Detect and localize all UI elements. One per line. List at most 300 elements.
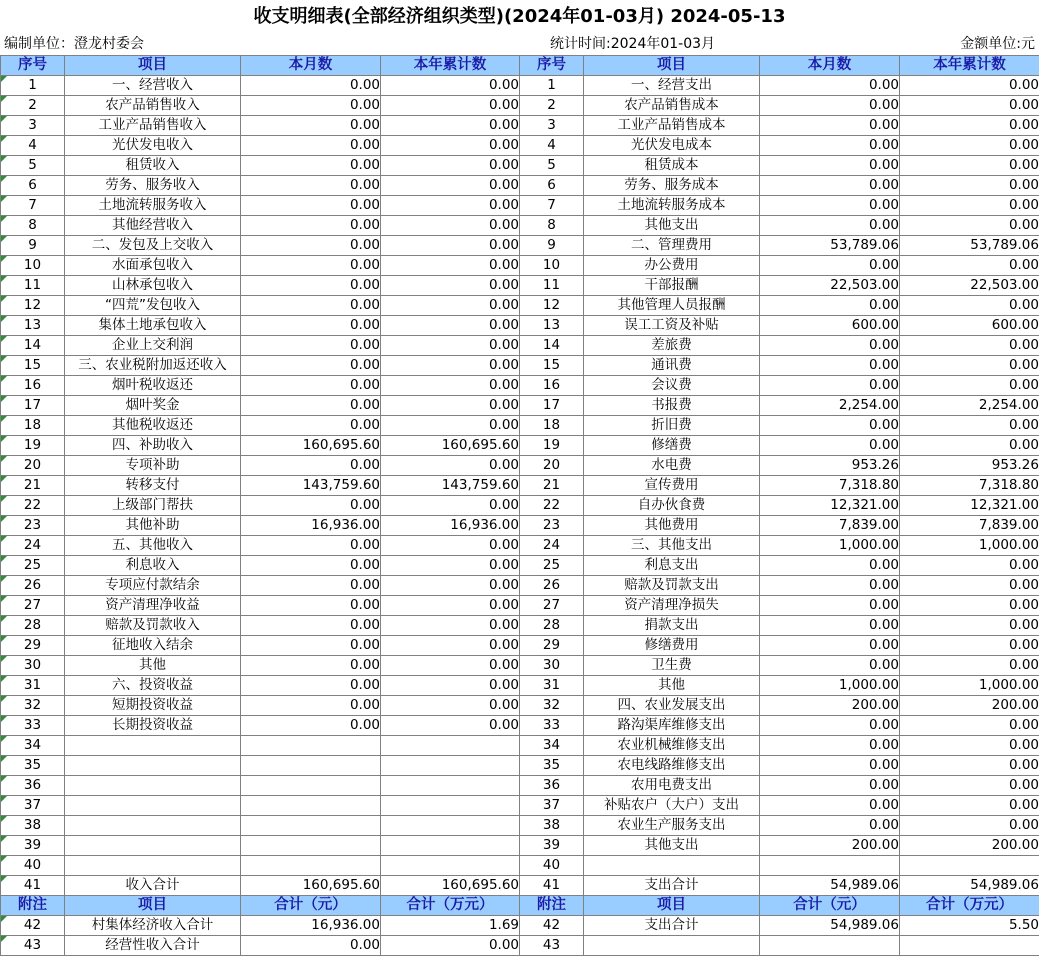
cell-month[interactable]: 0.00 (241, 616, 381, 636)
cell-item[interactable]: “四荒”发包收入 (65, 296, 241, 316)
cell-item[interactable]: 征地收入结余 (65, 636, 241, 656)
cell-ytd[interactable]: 2,254.00 (900, 396, 1039, 416)
cell-ytd[interactable]: 7,318.80 (900, 476, 1039, 496)
cell-index[interactable]: 12 (1, 296, 65, 316)
cell-month[interactable]: 1,000.00 (760, 536, 900, 556)
cell-index[interactable]: 8 (1, 216, 65, 236)
cell-index[interactable]: 39 (1, 836, 65, 856)
cell-index[interactable]: 15 (520, 356, 584, 376)
cell-item[interactable]: 专项应付款结余 (65, 576, 241, 596)
cell-item[interactable]: 四、农业发展支出 (584, 696, 760, 716)
cell-month[interactable]: 0.00 (241, 456, 381, 476)
cell-index[interactable]: 40 (1, 856, 65, 876)
cell-index[interactable]: 7 (520, 196, 584, 216)
cell-item[interactable]: 集体土地承包收入 (65, 316, 241, 336)
cell-ytd[interactable]: 0.00 (900, 756, 1039, 776)
cell-index[interactable]: 19 (1, 436, 65, 456)
cell-index[interactable]: 1 (1, 76, 65, 96)
cell-index[interactable]: 39 (520, 836, 584, 856)
cell-item[interactable] (65, 736, 241, 756)
cell-index[interactable]: 1 (520, 76, 584, 96)
cell-index[interactable]: 23 (520, 516, 584, 536)
cell-item[interactable]: 农业生产服务支出 (584, 816, 760, 836)
cell-index[interactable]: 5 (1, 156, 65, 176)
cell-index[interactable]: 10 (520, 256, 584, 276)
cell-index[interactable]: 42 (520, 916, 584, 936)
cell-item[interactable]: 农业机械维修支出 (584, 736, 760, 756)
cell-index[interactable]: 6 (520, 176, 584, 196)
cell-index[interactable]: 43 (1, 936, 65, 956)
cell-ytd[interactable]: 54,989.06 (900, 876, 1039, 896)
cell-ytd[interactable]: 0.00 (381, 636, 520, 656)
cell-ytd[interactable] (381, 856, 520, 876)
cell-ytd[interactable]: 200.00 (900, 696, 1039, 716)
cell-month[interactable]: 0.00 (760, 596, 900, 616)
cell-item[interactable]: 干部报酬 (584, 276, 760, 296)
cell-item[interactable]: 水电费 (584, 456, 760, 476)
cell-month[interactable]: 0.00 (760, 376, 900, 396)
cell-ytd[interactable]: 0.00 (900, 156, 1039, 176)
cell-ytd[interactable]: 53,789.06 (900, 236, 1039, 256)
cell-month[interactable]: 0.00 (760, 296, 900, 316)
cell-month[interactable]: 0.00 (760, 776, 900, 796)
cell-index[interactable]: 41 (520, 876, 584, 896)
cell-index[interactable]: 30 (520, 656, 584, 676)
cell-item[interactable]: 短期投资收益 (65, 696, 241, 716)
cell-index[interactable]: 10 (1, 256, 65, 276)
cell-month[interactable]: 143,759.60 (241, 476, 381, 496)
cell-index[interactable]: 7 (1, 196, 65, 216)
cell-item[interactable]: 资产清理净收益 (65, 596, 241, 616)
cell-ytd[interactable]: 0.00 (900, 776, 1039, 796)
cell-index[interactable]: 16 (520, 376, 584, 396)
cell-month[interactable]: 54,989.06 (760, 916, 900, 936)
cell-item[interactable]: 路沟渠库维修支出 (584, 716, 760, 736)
cell-month[interactable]: 0.00 (241, 156, 381, 176)
cell-item[interactable]: 支出合计 (584, 876, 760, 896)
cell-month[interactable]: 7,318.80 (760, 476, 900, 496)
cell-item[interactable]: 四、补助收入 (65, 436, 241, 456)
cell-item[interactable]: 修缮费 (584, 436, 760, 456)
cell-month[interactable] (241, 776, 381, 796)
cell-item[interactable]: 经营性收入合计 (65, 936, 241, 956)
cell-month[interactable]: 0.00 (241, 696, 381, 716)
cell-ytd[interactable]: 0.00 (900, 376, 1039, 396)
cell-item[interactable]: 利息支出 (584, 556, 760, 576)
cell-ytd[interactable]: 0.00 (900, 596, 1039, 616)
cell-month[interactable]: 0.00 (241, 636, 381, 656)
cell-ytd[interactable]: 0.00 (381, 596, 520, 616)
cell-item[interactable]: 书报费 (584, 396, 760, 416)
cell-index[interactable]: 4 (520, 136, 584, 156)
cell-index[interactable]: 24 (1, 536, 65, 556)
cell-month[interactable]: 0.00 (760, 716, 900, 736)
cell-item[interactable] (584, 856, 760, 876)
cell-ytd[interactable]: 0.00 (900, 296, 1039, 316)
cell-month[interactable]: 54,989.06 (760, 876, 900, 896)
cell-month[interactable] (241, 856, 381, 876)
cell-item[interactable]: 工业产品销售收入 (65, 116, 241, 136)
cell-ytd[interactable]: 0.00 (381, 316, 520, 336)
cell-index[interactable]: 31 (520, 676, 584, 696)
cell-item[interactable]: 其他补助 (65, 516, 241, 536)
cell-index[interactable]: 22 (1, 496, 65, 516)
cell-month[interactable]: 12,321.00 (760, 496, 900, 516)
cell-ytd[interactable] (381, 836, 520, 856)
cell-ytd[interactable] (381, 736, 520, 756)
cell-month[interactable]: 0.00 (241, 496, 381, 516)
cell-month[interactable]: 0.00 (241, 376, 381, 396)
cell-ytd[interactable]: 0.00 (900, 356, 1039, 376)
cell-index[interactable]: 32 (520, 696, 584, 716)
cell-month[interactable]: 0.00 (760, 816, 900, 836)
cell-ytd[interactable]: 0.00 (900, 76, 1039, 96)
cell-item[interactable]: 五、其他收入 (65, 536, 241, 556)
cell-month[interactable]: 0.00 (760, 616, 900, 636)
cell-index[interactable]: 9 (520, 236, 584, 256)
cell-month[interactable]: 953.26 (760, 456, 900, 476)
cell-index[interactable]: 25 (1, 556, 65, 576)
cell-ytd[interactable]: 0.00 (381, 696, 520, 716)
cell-ytd[interactable]: 0.00 (381, 116, 520, 136)
cell-ytd[interactable]: 0.00 (381, 536, 520, 556)
cell-item[interactable]: 六、投资收益 (65, 676, 241, 696)
cell-index[interactable]: 34 (520, 736, 584, 756)
cell-item[interactable]: 折旧费 (584, 416, 760, 436)
cell-index[interactable]: 30 (1, 656, 65, 676)
cell-ytd[interactable]: 0.00 (900, 616, 1039, 636)
cell-item[interactable]: 专项补助 (65, 456, 241, 476)
cell-ytd[interactable]: 0.00 (381, 656, 520, 676)
cell-item[interactable]: 土地流转服务收入 (65, 196, 241, 216)
cell-index[interactable]: 38 (1, 816, 65, 836)
cell-ytd[interactable]: 0.00 (381, 936, 520, 956)
cell-item[interactable] (65, 796, 241, 816)
cell-item[interactable]: 光伏发电成本 (584, 136, 760, 156)
cell-index[interactable]: 31 (1, 676, 65, 696)
cell-month[interactable]: 0.00 (241, 176, 381, 196)
cell-ytd[interactable]: 0.00 (900, 136, 1039, 156)
cell-ytd[interactable]: 0.00 (381, 196, 520, 216)
cell-item[interactable]: 三、其他支出 (584, 536, 760, 556)
cell-item[interactable]: 赔款及罚款支出 (584, 576, 760, 596)
cell-ytd[interactable]: 0.00 (900, 576, 1039, 596)
cell-ytd[interactable]: 16,936.00 (381, 516, 520, 536)
cell-ytd[interactable]: 0.00 (381, 156, 520, 176)
cell-item[interactable]: 烟叶奖金 (65, 396, 241, 416)
cell-month[interactable]: 16,936.00 (241, 916, 381, 936)
cell-ytd[interactable]: 0.00 (381, 676, 520, 696)
cell-index[interactable]: 35 (1, 756, 65, 776)
cell-index[interactable]: 9 (1, 236, 65, 256)
cell-month[interactable]: 0.00 (760, 756, 900, 776)
cell-index[interactable]: 29 (1, 636, 65, 656)
cell-item[interactable]: 其他经营收入 (65, 216, 241, 236)
cell-ytd[interactable]: 0.00 (900, 116, 1039, 136)
cell-index[interactable]: 34 (1, 736, 65, 756)
cell-index[interactable]: 35 (520, 756, 584, 776)
cell-item[interactable]: 上级部门帮扶 (65, 496, 241, 516)
cell-index[interactable]: 16 (1, 376, 65, 396)
cell-index[interactable]: 2 (1, 96, 65, 116)
cell-item[interactable]: 土地流转服务成本 (584, 196, 760, 216)
cell-month[interactable]: 0.00 (241, 416, 381, 436)
cell-month[interactable]: 0.00 (760, 256, 900, 276)
cell-month[interactable]: 0.00 (241, 236, 381, 256)
cell-index[interactable]: 36 (1, 776, 65, 796)
cell-index[interactable]: 36 (520, 776, 584, 796)
cell-ytd[interactable]: 200.00 (900, 836, 1039, 856)
cell-ytd[interactable] (900, 936, 1039, 956)
cell-month[interactable]: 0.00 (241, 96, 381, 116)
cell-ytd[interactable]: 1.69 (381, 916, 520, 936)
cell-index[interactable]: 24 (520, 536, 584, 556)
cell-ytd[interactable]: 0.00 (381, 296, 520, 316)
cell-item[interactable]: 通讯费 (584, 356, 760, 376)
cell-ytd[interactable]: 0.00 (381, 576, 520, 596)
cell-ytd[interactable] (381, 756, 520, 776)
cell-ytd[interactable]: 1,000.00 (900, 536, 1039, 556)
cell-ytd[interactable]: 0.00 (381, 176, 520, 196)
cell-ytd[interactable]: 0.00 (381, 456, 520, 476)
cell-item[interactable]: 其他 (584, 676, 760, 696)
cell-month[interactable]: 160,695.60 (241, 436, 381, 456)
cell-month[interactable]: 0.00 (241, 716, 381, 736)
cell-item[interactable]: 差旅费 (584, 336, 760, 356)
cell-index[interactable]: 26 (1, 576, 65, 596)
cell-ytd[interactable]: 0.00 (900, 416, 1039, 436)
cell-month[interactable]: 600.00 (760, 316, 900, 336)
cell-index[interactable]: 21 (1, 476, 65, 496)
cell-ytd[interactable]: 0.00 (381, 216, 520, 236)
cell-month[interactable]: 0.00 (241, 676, 381, 696)
cell-index[interactable]: 6 (1, 176, 65, 196)
cell-month[interactable]: 0.00 (760, 356, 900, 376)
cell-item[interactable]: 一、经营收入 (65, 76, 241, 96)
cell-item[interactable] (65, 816, 241, 836)
cell-month[interactable]: 0.00 (760, 196, 900, 216)
cell-index[interactable]: 21 (520, 476, 584, 496)
cell-month[interactable]: 0.00 (760, 556, 900, 576)
cell-month[interactable]: 0.00 (760, 736, 900, 756)
cell-ytd[interactable]: 0.00 (381, 76, 520, 96)
cell-item[interactable]: 二、管理费用 (584, 236, 760, 256)
cell-item[interactable]: 租赁收入 (65, 156, 241, 176)
cell-item[interactable]: 宣传费用 (584, 476, 760, 496)
cell-month[interactable]: 0.00 (241, 76, 381, 96)
cell-index[interactable]: 42 (1, 916, 65, 936)
cell-ytd[interactable]: 0.00 (900, 556, 1039, 576)
cell-item[interactable]: 收入合计 (65, 876, 241, 896)
cell-item[interactable]: 办公费用 (584, 256, 760, 276)
cell-item[interactable]: 山林承包收入 (65, 276, 241, 296)
cell-item[interactable]: 补贴农户（大户）支出 (584, 796, 760, 816)
cell-item[interactable]: 其他税收返还 (65, 416, 241, 436)
cell-item[interactable]: 其他管理人员报酬 (584, 296, 760, 316)
cell-index[interactable]: 4 (1, 136, 65, 156)
cell-ytd[interactable]: 160,695.60 (381, 876, 520, 896)
cell-index[interactable]: 2 (520, 96, 584, 116)
cell-month[interactable] (760, 856, 900, 876)
cell-month[interactable]: 0.00 (241, 656, 381, 676)
cell-month[interactable]: 0.00 (241, 396, 381, 416)
cell-index[interactable]: 33 (1, 716, 65, 736)
cell-ytd[interactable]: 0.00 (381, 96, 520, 116)
cell-month[interactable]: 0.00 (241, 276, 381, 296)
cell-index[interactable]: 43 (520, 936, 584, 956)
cell-ytd[interactable]: 0.00 (381, 376, 520, 396)
cell-item[interactable] (65, 776, 241, 796)
cell-item[interactable]: 劳务、服务收入 (65, 176, 241, 196)
cell-index[interactable]: 17 (1, 396, 65, 416)
cell-month[interactable]: 1,000.00 (760, 676, 900, 696)
cell-item[interactable]: 自办伙食费 (584, 496, 760, 516)
cell-ytd[interactable]: 0.00 (381, 136, 520, 156)
cell-month[interactable]: 0.00 (241, 576, 381, 596)
cell-month[interactable]: 0.00 (760, 136, 900, 156)
cell-index[interactable]: 19 (520, 436, 584, 456)
cell-index[interactable]: 26 (520, 576, 584, 596)
cell-ytd[interactable]: 0.00 (381, 356, 520, 376)
cell-index[interactable]: 23 (1, 516, 65, 536)
cell-ytd[interactable]: 0.00 (381, 336, 520, 356)
cell-ytd[interactable] (381, 796, 520, 816)
cell-item[interactable]: 工业产品销售成本 (584, 116, 760, 136)
cell-item[interactable]: 其他支出 (584, 836, 760, 856)
cell-item[interactable]: 光伏发电收入 (65, 136, 241, 156)
cell-index[interactable]: 22 (520, 496, 584, 516)
cell-month[interactable]: 0.00 (241, 296, 381, 316)
cell-index[interactable]: 8 (520, 216, 584, 236)
cell-index[interactable]: 27 (1, 596, 65, 616)
cell-ytd[interactable] (381, 776, 520, 796)
cell-index[interactable]: 28 (520, 616, 584, 636)
cell-item[interactable]: 烟叶税收返还 (65, 376, 241, 396)
cell-month[interactable]: 0.00 (241, 116, 381, 136)
cell-index[interactable]: 20 (1, 456, 65, 476)
cell-month[interactable]: 0.00 (241, 356, 381, 376)
cell-index[interactable]: 3 (1, 116, 65, 136)
cell-ytd[interactable]: 1,000.00 (900, 676, 1039, 696)
cell-month[interactable]: 0.00 (760, 336, 900, 356)
cell-item[interactable]: 二、发包及上交收入 (65, 236, 241, 256)
cell-month[interactable]: 16,936.00 (241, 516, 381, 536)
cell-month[interactable]: 200.00 (760, 836, 900, 856)
cell-month[interactable] (241, 816, 381, 836)
cell-ytd[interactable]: 0.00 (381, 276, 520, 296)
cell-month[interactable] (760, 936, 900, 956)
cell-index[interactable]: 25 (520, 556, 584, 576)
cell-ytd[interactable]: 0.00 (381, 416, 520, 436)
cell-ytd[interactable]: 0.00 (900, 716, 1039, 736)
cell-ytd[interactable]: 0.00 (381, 396, 520, 416)
cell-ytd[interactable]: 0.00 (900, 256, 1039, 276)
cell-month[interactable]: 0.00 (760, 416, 900, 436)
cell-item[interactable]: 其他支出 (584, 216, 760, 236)
cell-ytd[interactable]: 0.00 (381, 496, 520, 516)
cell-month[interactable] (241, 796, 381, 816)
cell-index[interactable]: 37 (1, 796, 65, 816)
cell-index[interactable]: 41 (1, 876, 65, 896)
cell-item[interactable]: 资产清理净损失 (584, 596, 760, 616)
cell-index[interactable]: 40 (520, 856, 584, 876)
cell-index[interactable]: 18 (520, 416, 584, 436)
cell-month[interactable]: 0.00 (760, 96, 900, 116)
cell-ytd[interactable]: 0.00 (381, 256, 520, 276)
cell-month[interactable]: 0.00 (760, 436, 900, 456)
cell-month[interactable]: 22,503.00 (760, 276, 900, 296)
cell-month[interactable]: 53,789.06 (760, 236, 900, 256)
cell-month[interactable]: 0.00 (241, 936, 381, 956)
cell-month[interactable]: 0.00 (241, 336, 381, 356)
cell-item[interactable]: 农产品销售收入 (65, 96, 241, 116)
cell-item[interactable] (584, 936, 760, 956)
cell-item[interactable]: 会议费 (584, 376, 760, 396)
cell-ytd[interactable]: 0.00 (900, 196, 1039, 216)
cell-ytd[interactable]: 0.00 (381, 716, 520, 736)
cell-index[interactable]: 11 (1, 276, 65, 296)
cell-index[interactable]: 29 (520, 636, 584, 656)
cell-item[interactable] (65, 756, 241, 776)
cell-ytd[interactable]: 0.00 (381, 616, 520, 636)
cell-item[interactable] (65, 836, 241, 856)
cell-ytd[interactable]: 5.50 (900, 916, 1039, 936)
cell-month[interactable]: 0.00 (760, 116, 900, 136)
cell-ytd[interactable]: 0.00 (900, 436, 1039, 456)
cell-index[interactable]: 20 (520, 456, 584, 476)
cell-index[interactable]: 13 (520, 316, 584, 336)
cell-item[interactable]: 捐款支出 (584, 616, 760, 636)
cell-month[interactable]: 0.00 (760, 156, 900, 176)
cell-ytd[interactable]: 953.26 (900, 456, 1039, 476)
cell-month[interactable]: 160,695.60 (241, 876, 381, 896)
cell-index[interactable]: 12 (520, 296, 584, 316)
cell-index[interactable]: 3 (520, 116, 584, 136)
cell-month[interactable]: 0.00 (760, 76, 900, 96)
cell-index[interactable]: 27 (520, 596, 584, 616)
cell-month[interactable]: 0.00 (241, 316, 381, 336)
cell-month[interactable] (241, 736, 381, 756)
cell-index[interactable]: 13 (1, 316, 65, 336)
cell-month[interactable] (241, 756, 381, 776)
cell-ytd[interactable]: 0.00 (381, 236, 520, 256)
cell-month[interactable]: 0.00 (760, 656, 900, 676)
cell-month[interactable]: 0.00 (241, 196, 381, 216)
cell-item[interactable]: 卫生费 (584, 656, 760, 676)
cell-ytd[interactable]: 0.00 (900, 216, 1039, 236)
cell-ytd[interactable]: 0.00 (900, 736, 1039, 756)
cell-ytd[interactable]: 22,503.00 (900, 276, 1039, 296)
cell-item[interactable]: 劳务、服务成本 (584, 176, 760, 196)
cell-item[interactable] (65, 856, 241, 876)
cell-ytd[interactable]: 0.00 (900, 636, 1039, 656)
cell-ytd[interactable]: 600.00 (900, 316, 1039, 336)
cell-item[interactable]: 三、农业税附加返还收入 (65, 356, 241, 376)
cell-ytd[interactable]: 0.00 (381, 556, 520, 576)
cell-month[interactable]: 0.00 (760, 216, 900, 236)
cell-index[interactable]: 18 (1, 416, 65, 436)
cell-ytd[interactable]: 7,839.00 (900, 516, 1039, 536)
cell-month[interactable]: 7,839.00 (760, 516, 900, 536)
cell-index[interactable]: 32 (1, 696, 65, 716)
cell-item[interactable]: 农电线路维修支出 (584, 756, 760, 776)
cell-item[interactable]: 支出合计 (584, 916, 760, 936)
cell-month[interactable] (241, 836, 381, 856)
cell-index[interactable]: 14 (520, 336, 584, 356)
cell-ytd[interactable]: 160,695.60 (381, 436, 520, 456)
cell-item[interactable]: 企业上交利润 (65, 336, 241, 356)
cell-index[interactable]: 37 (520, 796, 584, 816)
